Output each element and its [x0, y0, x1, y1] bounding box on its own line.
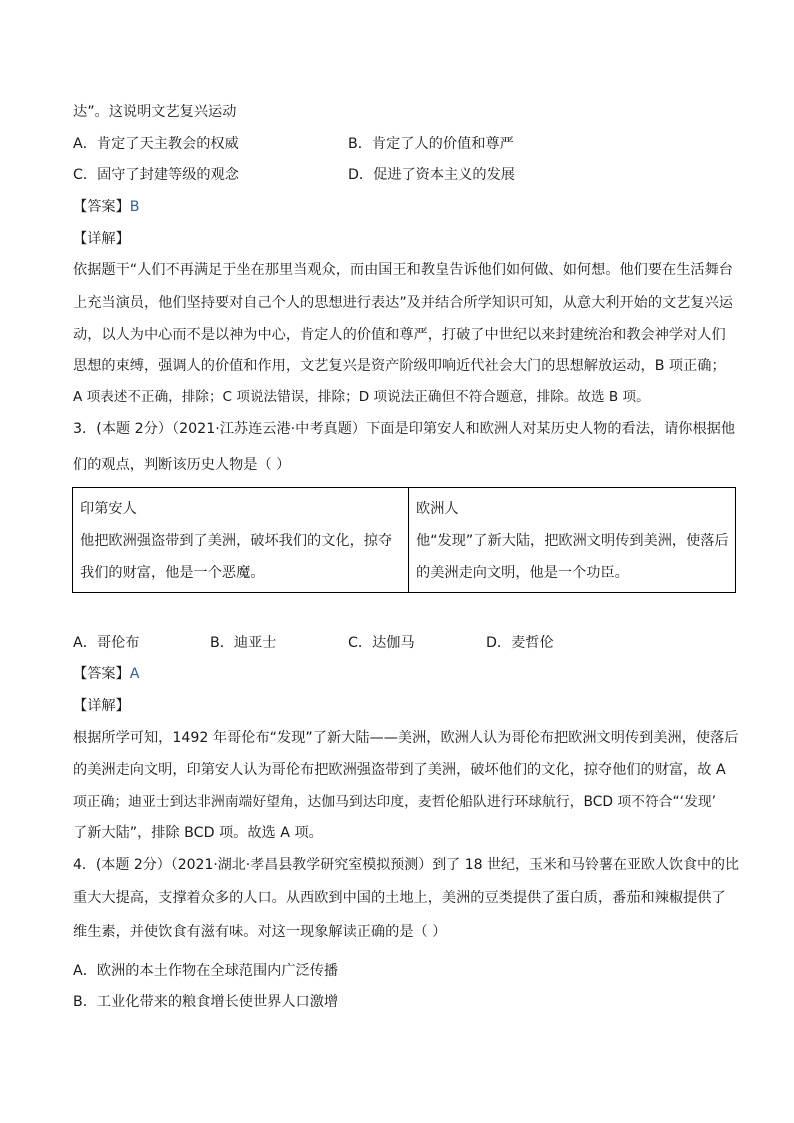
cell-line: 我们的财富，他是一个恶魔。	[80, 565, 265, 581]
q3-detail-line: 的美洲走向文明，印第安人认为哥伦布把欧洲强盗带到了美洲，破坏他们的文化，掠夺他们的财富，故 A	[73, 762, 726, 778]
q3-option-b: B．迪亚士	[210, 635, 277, 651]
q3-stem-line: 3．(本题 2分）（2021·江苏连云港·中考真题）下面是印第安人和欧洲人对某历史人物的看法，请你根据他	[73, 421, 736, 437]
table-cell-indian	[73, 488, 409, 593]
answer-label: 【答案】	[73, 666, 130, 682]
q4-stem-line: 重大大提高，支撑着众多的人口。从西欧到中国的土地上，美洲的豆类提供了蛋白质，番茄和辣椒提供了	[73, 890, 726, 906]
answer-value: B	[129, 199, 140, 215]
answer-value: A	[129, 666, 140, 682]
answer-label: 【答案】	[73, 199, 130, 215]
cell-line: 他“发现”了新大陆，把欧洲文明传到美洲，使落后	[416, 533, 729, 549]
q3-detail-line: 了新大陆”，排除 BCD 项。故选 A 项。	[73, 825, 323, 841]
q3-stem-line: 们的观点，判断该历史人物是（ ）	[73, 457, 291, 473]
q2-answer	[73, 197, 140, 217]
q2-option-a: A．肯定了天主教会的权威	[73, 136, 239, 152]
q2-detail-label: 【详解】	[73, 231, 130, 247]
q3-option-a: A．哥伦布	[73, 635, 140, 651]
q3-option-c: C．达伽马	[348, 635, 415, 651]
q3-option-d: D．麦哲伦	[486, 635, 554, 651]
q2-option-b: B．肯定了人的价值和尊严	[348, 136, 514, 152]
cell-header: 印第安人	[80, 501, 137, 517]
comparison-table	[72, 487, 736, 593]
cell-line: 的美洲走向文明，他是一个功臣。	[416, 565, 629, 581]
cell-header: 欧洲人	[416, 501, 459, 517]
q3-detail-label: 【详解】	[73, 698, 130, 714]
q3-detail-line: 根据所学可知，1492 年哥伦布“发现”了新大陆——美洲，欧洲人认为哥伦布把欧洲文明传到美洲，使落后	[73, 730, 739, 746]
q2-option-d: D．促进了资本主义的发展	[348, 167, 515, 183]
q2-detail-line: 动，以人为中心而不是以神为中心，肯定人的价值和尊严，打破了中世纪以来封建统治和教会神学对人们	[73, 327, 726, 343]
q4-stem-line: 维生素，并使饮食有滋有味。对这一现象解读正确的是（ ）	[73, 924, 447, 940]
q2-detail-line: A 项表述不正确，排除；C 项说法错误，排除；D 项说法正确但不符合题意，排除。故选 B 项。	[73, 389, 650, 405]
q2-detail-line: 依据题干“人们不再满足于坐在那里当观众，而由国王和教皇告诉他们如何做、如何想。他们要在生活舞台	[73, 262, 733, 278]
q3-detail-line: 项正确；迪亚士到达非洲南端好望角，达伽马到达印度，麦哲伦船队进行环球航行，BCD 项不符合“‘发现’	[73, 794, 717, 810]
q2-stem-tail: 达”。这说明文艺复兴运动	[73, 104, 237, 120]
q4-option-a: A．欧洲的本土作物在全球范围内广泛传播	[73, 963, 339, 979]
q2-detail-line: 思想的束缚，强调人的价值和作用，文艺复兴是资产阶级叩响近代社会大门的思想解放运动，B 项正确；	[73, 358, 726, 374]
cell-line: 他把欧洲强盗带到了美洲，破坏我们的文化，掠夺	[80, 533, 393, 549]
table-cell-european	[409, 488, 736, 593]
q3-answer	[73, 664, 139, 684]
q4-stem-line: 4．(本题 2分）（2021·湖北·孝昌县教学研究室模拟预测）到了 18 世纪，玉米和马铃薯在亚欧人饮食中的比	[73, 857, 739, 873]
q2-option-c: C．固守了封建等级的观念	[73, 167, 239, 183]
q4-option-b: B．工业化带来的粮食增长使世界人口激增	[73, 994, 339, 1010]
q2-detail-line: 上充当演员，他们坚持要对自己个人的思想进行表达”及并结合所学知识可知，从意大利开始的文艺复兴运	[73, 295, 733, 311]
